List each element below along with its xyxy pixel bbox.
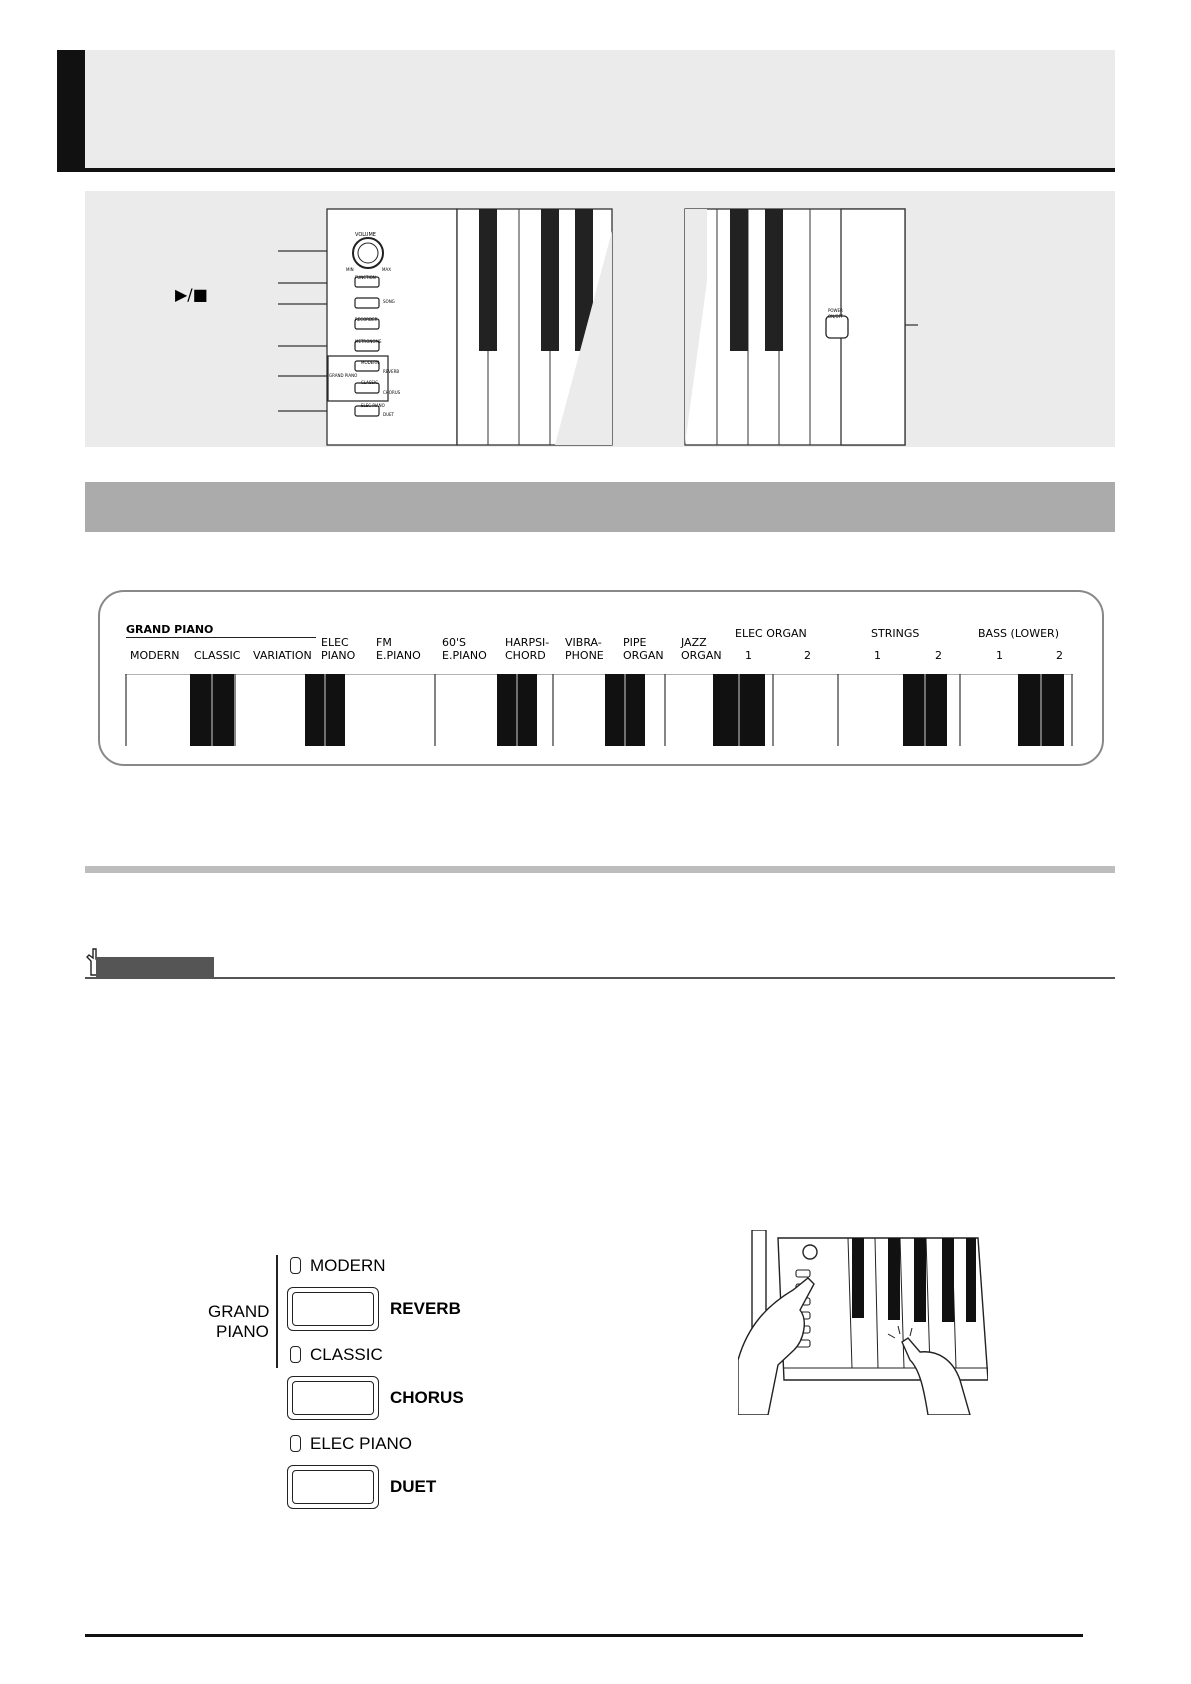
note-rule <box>85 977 1115 979</box>
tone-label-line2: PIANO <box>321 649 356 662</box>
console-min-label: MIN <box>346 267 354 272</box>
tone-label-line1: PIPE <box>623 636 647 649</box>
classic-chorus-button[interactable] <box>287 1376 379 1420</box>
tone-label-line1: 1 <box>874 649 881 662</box>
console-metronome-label: METRONOME <box>355 339 382 344</box>
tone-group-grand-piano: GRAND PIANO <box>126 623 214 636</box>
title-header-tab <box>57 50 85 172</box>
tone-label-line1: 1 <box>996 649 1003 662</box>
subsection-divider <box>85 866 1115 873</box>
title-header-bar <box>57 50 1115 172</box>
tone-label-line2: ORGAN <box>681 649 722 662</box>
tone-group-strings: STRINGS <box>871 627 920 640</box>
modern-reverb-button[interactable] <box>287 1287 379 1331</box>
tone-label-line1: 60'S <box>442 636 467 649</box>
tone-group-elec-organ: ELEC ORGAN <box>735 627 807 640</box>
tone-label-line2: ORGAN <box>623 649 664 662</box>
console-duet-label: DUET <box>383 412 394 417</box>
modern-led <box>290 1257 301 1274</box>
console-song-label: SONG <box>383 299 395 304</box>
console-grand-piano-label: GRAND PIANO <box>329 373 358 378</box>
footer-rule <box>85 1634 1083 1637</box>
console-chorus-label: CHORUS <box>383 390 401 395</box>
tone-label-line2: PHONE <box>565 649 604 662</box>
console-diagram-panel <box>85 191 1115 447</box>
duet-label: DUET <box>390 1477 437 1496</box>
tone-label-line1: FM <box>376 636 392 649</box>
elec-piano-duet-button[interactable] <box>287 1465 379 1509</box>
console-illustration <box>85 191 1115 447</box>
elec-piano-label: ELEC PIANO <box>310 1434 413 1453</box>
tone-label-line1: CLASSIC <box>194 649 241 662</box>
tone-label-line1: JAZZ <box>681 636 707 649</box>
classic-led <box>290 1346 301 1363</box>
console-function-label: FUNCTION <box>355 275 376 280</box>
console-modern-label: MODERN <box>361 360 379 365</box>
grand-piano-label-line1: GRAND <box>208 1302 270 1321</box>
tone-label-line1: MODERN <box>130 649 180 662</box>
console-on-off-label: ON/OFF <box>828 314 844 319</box>
tone-label-line1: HARPSI- <box>505 636 550 649</box>
console-max-label: MAX <box>382 267 391 272</box>
console-classic-label: CLASSIC <box>361 380 378 385</box>
console-power-label: POWER <box>828 308 843 313</box>
tone-label-line1: 2 <box>804 649 811 662</box>
note-tab <box>96 957 214 977</box>
tone-label-line2: E.PIANO <box>376 649 421 662</box>
classic-label: CLASSIC <box>310 1345 383 1364</box>
modern-label: MODERN <box>310 1256 386 1275</box>
tone-group-bass: BASS (LOWER) <box>978 627 1059 640</box>
hands-on-keyboard-illustration <box>738 1230 988 1415</box>
elec-piano-led <box>290 1435 301 1452</box>
chorus-label: CHORUS <box>390 1388 464 1407</box>
tone-label-line1: 2 <box>1056 649 1063 662</box>
tone-label-line2: E.PIANO <box>442 649 487 662</box>
console-recorder-label: RECORDER <box>355 317 378 322</box>
grand-piano-bracket-line <box>276 1255 278 1368</box>
grand-piano-bracket <box>126 637 316 638</box>
tone-label-line1: VARIATION <box>253 649 312 662</box>
grand-piano-label-line2: PIANO <box>216 1322 269 1341</box>
tone-keyboard <box>125 674 1073 746</box>
tone-label-line1: 2 <box>935 649 942 662</box>
console-reverb-label: REVERB <box>383 369 400 374</box>
tone-label-line1: VIBRA- <box>565 636 602 649</box>
tone-label-line2: CHORD <box>505 649 546 662</box>
console-volume-label: VOLUME <box>355 232 376 238</box>
play-stop-label: ▶/■ <box>175 285 208 304</box>
section-heading-bar <box>85 482 1115 532</box>
tone-label-line1: 1 <box>745 649 752 662</box>
console-elec-piano-label: ELEC PIANO <box>361 403 385 408</box>
tone-label-line1: ELEC <box>321 636 349 649</box>
reverb-label: REVERB <box>390 1299 461 1318</box>
